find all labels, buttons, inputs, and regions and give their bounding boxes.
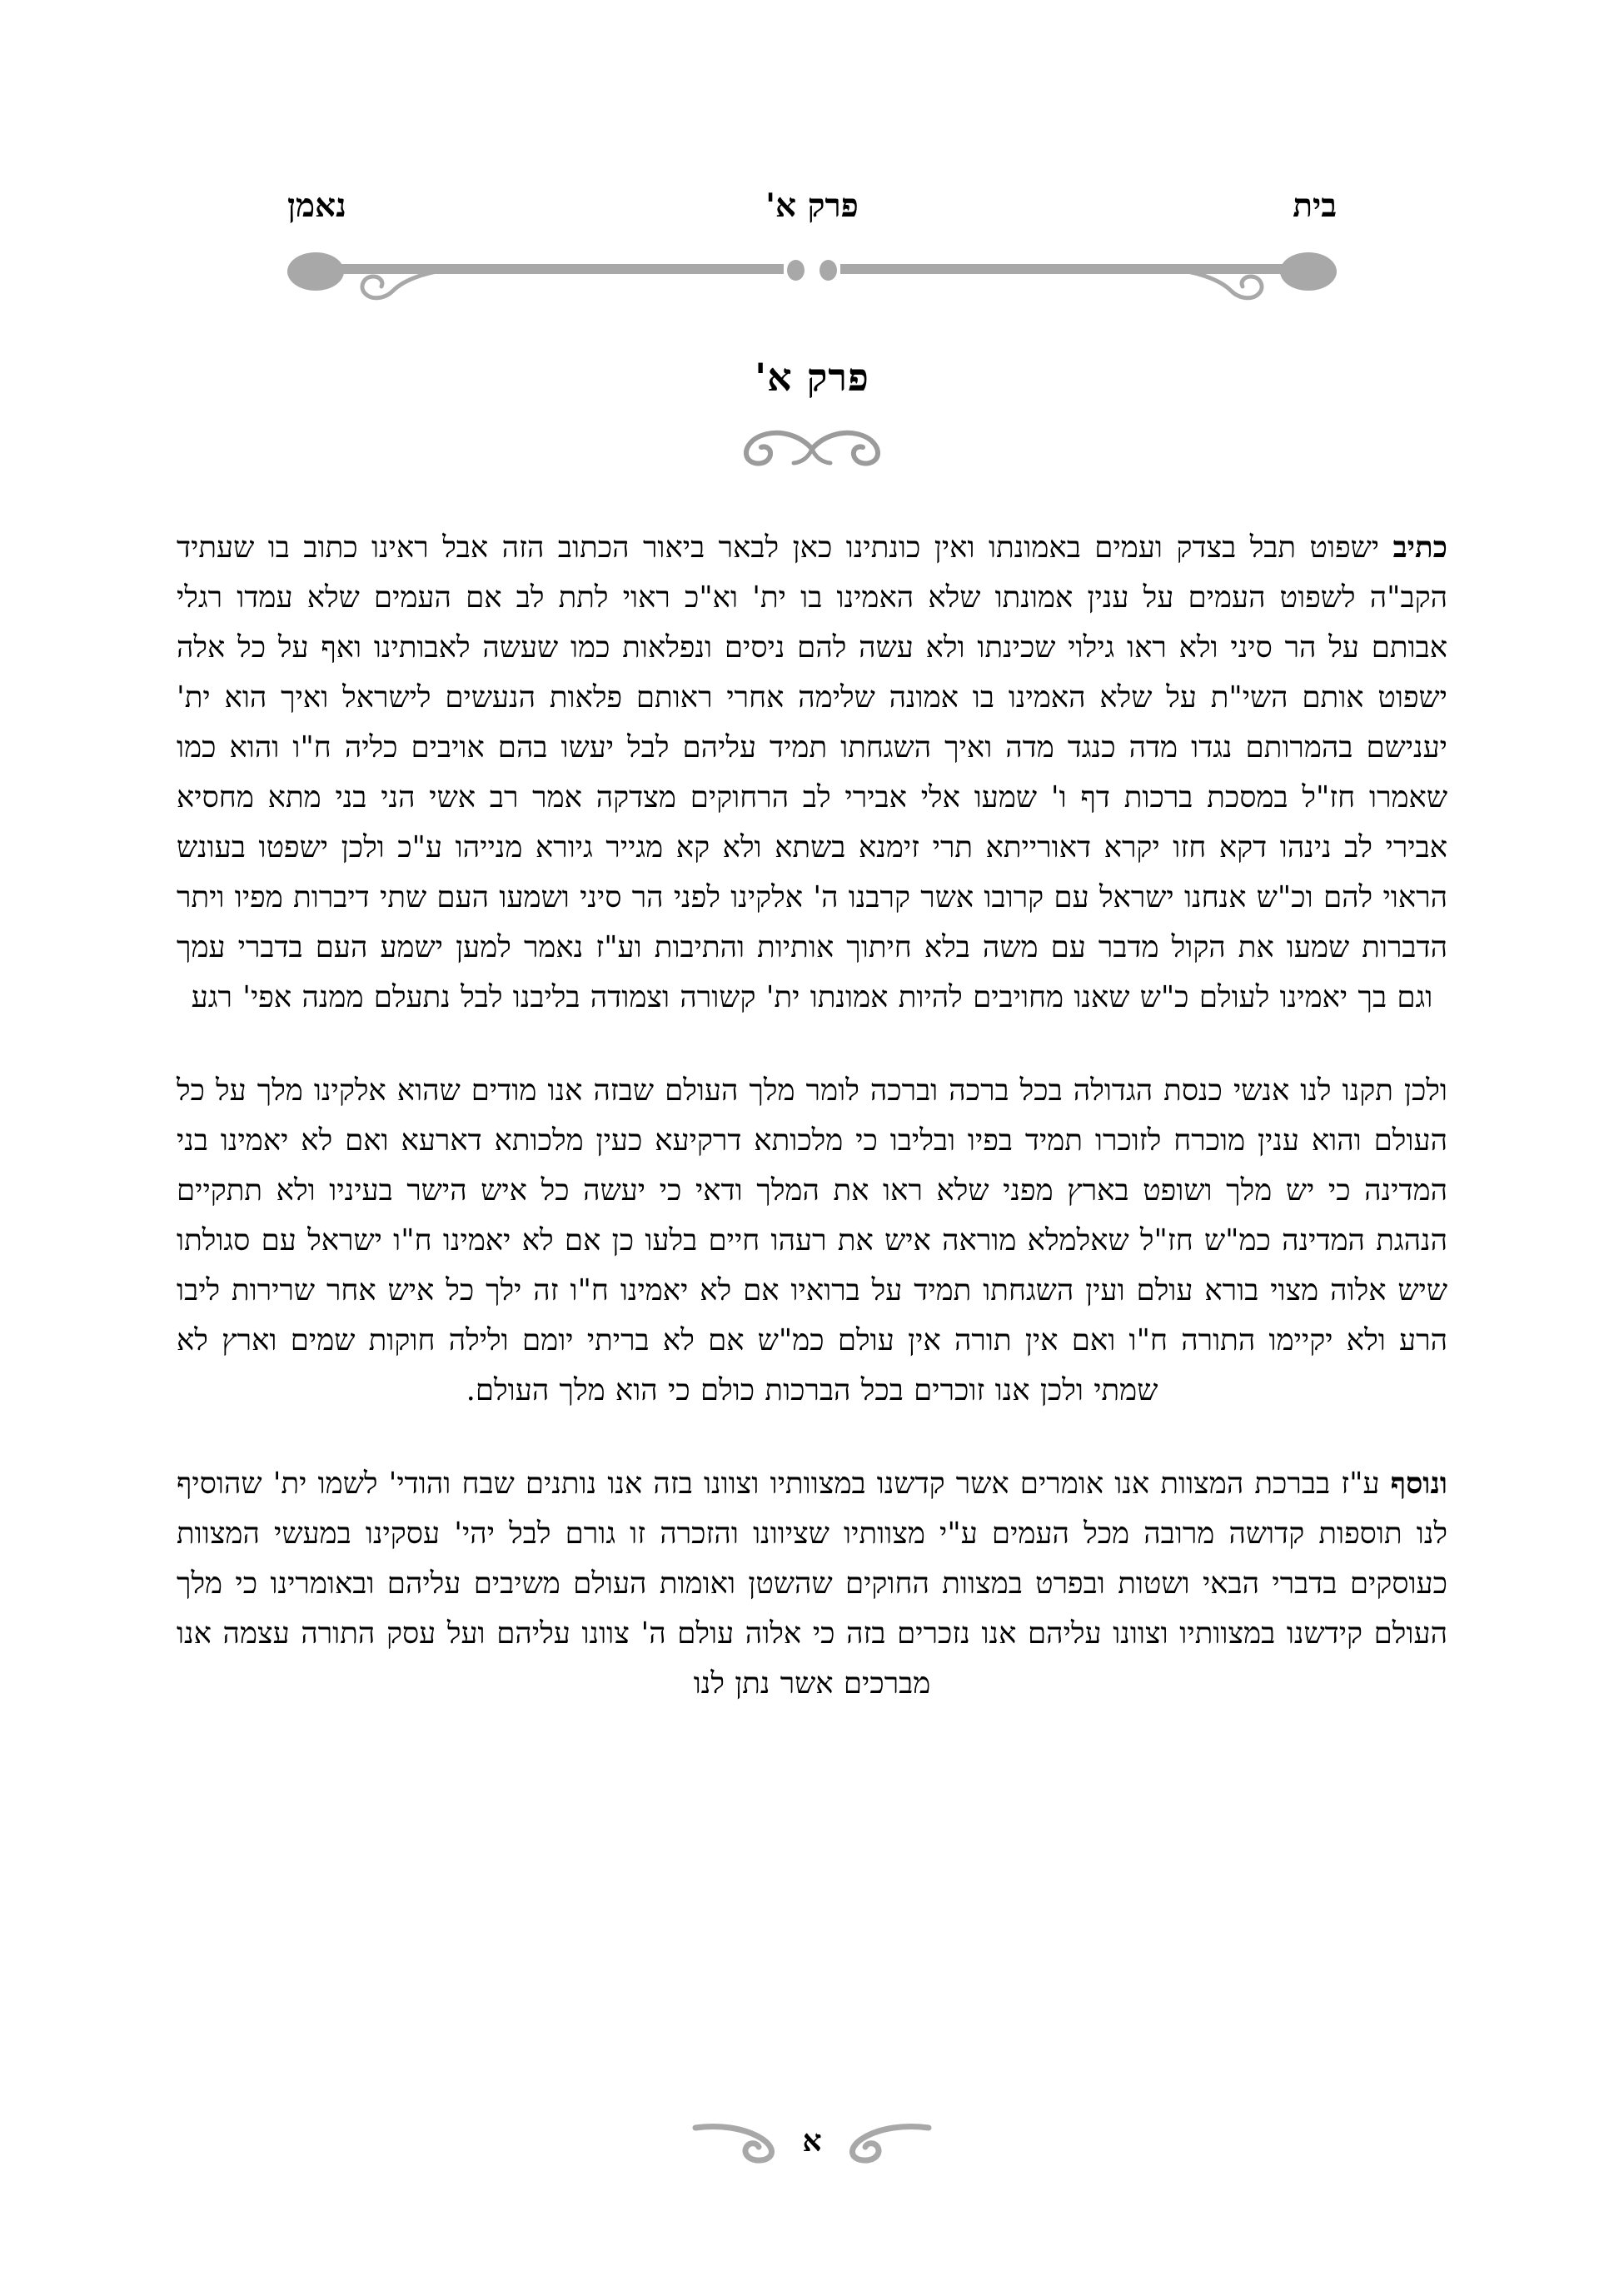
paragraph-3 bbox=[177, 1459, 1447, 1709]
chapter-title: פרק א' bbox=[755, 355, 869, 400]
page-number: א bbox=[802, 2124, 822, 2159]
rule-curl-left-icon bbox=[350, 267, 458, 304]
running-head bbox=[287, 187, 1337, 240]
running-head-left: נאמן bbox=[287, 187, 346, 225]
header-ornament-rule bbox=[287, 246, 1337, 304]
folio-swirl-left-icon bbox=[825, 2118, 932, 2164]
title-flourish-icon bbox=[687, 421, 937, 471]
paragraph-3-text: ע"ז בברכת המצוות אנו אומרים אשר קדשנו במצוותיו וצוונו בזה אנו נותנים שבח והודי' לשמו ית' שהוסיף לנו תוספות קדושה מרובה מכל העמים ע"י מצוותיו שציוונו והזכרה זו גורם לבל יהי' עסקינו במעשי המצוות כעוסקים בדברי הבאי ושטות ובפרט במצוות החוקים שהשטן ואומות העולם משיבים עליהם ובאומרינו כי מלך העולם קידשנו במצוותיו וצוונו עליהם אנו נזכרים בזה כי אלוה עולם ה' צוונו עליהם ועל עסק התורה עצמה אנו מברכים אשר נתן לנו bbox=[177, 1467, 1447, 1701]
paragraph-2 bbox=[177, 1066, 1447, 1416]
paragraph-1-lead: כתיב bbox=[1392, 530, 1447, 565]
folio-swirl-right-icon bbox=[692, 2118, 799, 2164]
rule-curl-right-icon bbox=[1166, 267, 1274, 304]
paragraph-3-lead: ונוסף bbox=[1390, 1467, 1447, 1501]
running-head-center: פרק א' bbox=[765, 187, 859, 225]
rule-dot-two bbox=[819, 260, 837, 281]
paragraph-1 bbox=[177, 523, 1447, 1023]
rule-dot-one bbox=[787, 260, 805, 281]
paragraph-2-text: ולכן תקנו לנו אנשי כנסת הגדולה בכל ברכה וברכה לומר מלך העולם שבזה אנו מודים שהוא אלקינו מלך על כל העולם והוא ענין מוכרח לזוכרו תמיד בפיו ובליבו כי מלכותא דרקיעא כעין מלכותא דארעא ואם לא יאמינו בני המדינה כי יש מלך ושופט בארץ מפני שלא ראו את המלך ודאי כי יעשה כל איש הישר בעיניו ולא תתקיים הנהגת המדינה כמ"ש חז"ל שאלמלא מוראה איש את רעהו חיים בלעו כן אם לא יאמינו ח"ו ישראל עם סגולתו שיש אלוה מצוי בורא עולם ועין השגחתו תמיד על ברואיו אם לא יאמינו ח"ו זה ילך כל איש אחר שרירות ליבו הרע ולא יקיימו התורה ח"ו ואם אין תורה אין עולם כמ"ש אם לא בריתי יומם ולילה חוקות שמים וארץ לא שמתי ולכן אנו זוכרים בכל הברכות כולם כי הוא מלך העולם. bbox=[177, 1073, 1447, 1407]
paragraph-1-text: ישפוט תבל בצדק ועמים באמונתו ואין כונתינו כאן לבאר ביאור הכתוב הזה אבל ראינו כתוב בו שעתיד הקב"ה לשפוט העמים על ענין אמונתו שלא האמינו בו ית' וא"כ ראוי לתת לב אם העמים שלא עמדו רגלי אבותם על הר סיני ולא ראו גילוי שכינתו ולא עשה להם ניסים ונפלאות כמו שעשה לאבותינו ואף על כל אלה ישפוט אותם השי"ת על שלא האמינו בו אמונה שלימה אחרי ראותם פלאות הנעשים לישראל ואיך הוא ית' יענישם בהמרותם נגדו מדה כנגד מדה ואיך השגחתו תמיד עליהם לבל יעשו בהם אויבים כליה ח"ו והוא כמו שאמרו חז"ל במסכת ברכות דף ו' שמעו אלי אבירי לב הרחוקים מצדקה אמר רב אשי הני בני מתא מחסיא אבירי לב נינהו דקא חזו יקרא דאורייתא תרי זימנא בשתא ולא קא מגייר גיורא מנייהו ע"כ ולכן ישפטו בעונש הראוי להם וכ"ש אנחנו ישראל עם קרובו אשר קרבנו ה' אלקינו לפני הר סיני ושמעו העם שתי דיברות מפיו ויתר הדברות שמעו את הקול מדבר עם משה בלא חיתוך אותיות והתיבות וע"ז נאמר למען ישמע העם בדברי עמך וגם בך יאמינו לעולם כ"ש שאנו מחויבים להיות אמונתו ית' קשורה וצמודה בליבנו לבל נתעלם ממנה אפי' רגע bbox=[177, 530, 1447, 1014]
folio bbox=[670, 2105, 954, 2177]
rule-knob-left bbox=[287, 252, 344, 291]
running-head-right: בית bbox=[1293, 187, 1337, 225]
body-text bbox=[177, 523, 1447, 1709]
